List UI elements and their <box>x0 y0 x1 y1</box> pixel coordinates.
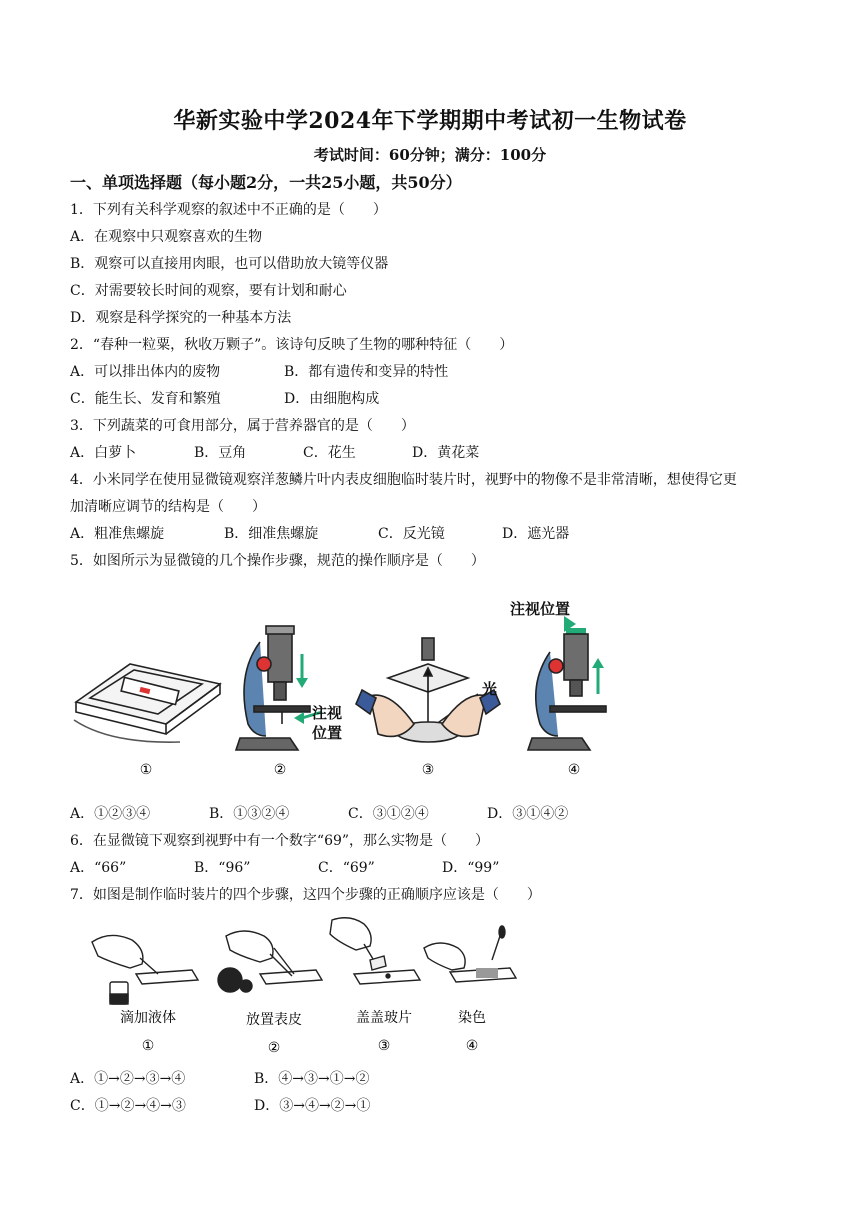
question-2-option-b: B．都有遗传和变异的特性 <box>284 364 449 380</box>
question-2-options-row2 <box>70 388 379 408</box>
question-1-stem: 1．下列有关科学观察的叙述中不正确的是（ ） <box>70 202 387 218</box>
step-3-label: ③ <box>421 762 435 778</box>
step-stain-label: ④ <box>465 1038 479 1054</box>
question-3-option-b: B．豆角 <box>194 445 247 461</box>
question-6-options <box>70 857 499 877</box>
question-3-option-a: A．白萝卜 <box>70 445 137 461</box>
question-4-options <box>70 523 569 543</box>
question-1-option-b: B．观察可以直接用肉眼，也可以借助放大镜等仪器 <box>70 256 389 272</box>
question-7-options-row1 <box>70 1068 369 1088</box>
question-4-stem-continued: 加清晰应调节的结构是（ ） <box>70 499 266 515</box>
step-3-light-label: 光 <box>482 680 498 698</box>
question-5-stem: 5．如图所示为显微镜的几个操作步骤，规范的操作顺序是（ ） <box>70 553 485 569</box>
question-6-option-a: A．“66” <box>70 860 127 876</box>
question-3-option-c: C．花生 <box>303 445 356 461</box>
step-4-watch-label: 注视位置 <box>510 600 571 618</box>
question-1-option-d: D．观察是科学探究的一种基本方法 <box>70 310 292 326</box>
question-4-stem: 4．小米同学在使用显微镜观察洋葱鳞片叶内表皮细胞临时装片时，视野中的物像不是非常清晰，想使得它更 <box>70 472 737 488</box>
question-4-option-b: B．细准焦螺旋 <box>224 526 319 542</box>
exam-title: 华新实验中学2024年下学期期中考试初一生物试卷 <box>173 108 687 134</box>
question-5-option-c: C．③①②④ <box>348 806 429 822</box>
question-7-stem: 7．如图是制作临时装片的四个步骤，这四个步骤的正确顺序应该是（ ） <box>70 887 541 903</box>
question-2-option-a: A．可以排出体内的废物 <box>70 364 221 380</box>
question-2-option-d: D．由细胞构成 <box>284 391 380 407</box>
slide-preparation-drawing <box>80 914 520 1060</box>
step-place-epidermis-caption: 放置表皮 <box>246 1012 302 1028</box>
question-6-stem: 6．在显微镜下观察到视野中有一个数字“69”，那么实物是（ ） <box>70 833 490 849</box>
step-place-epidermis-label: ② <box>267 1040 281 1056</box>
step-stain-caption: 染色 <box>458 1010 486 1026</box>
question-7-options-row2 <box>70 1095 370 1115</box>
question-2-option-c: C．能生长、发育和繁殖 <box>70 391 221 407</box>
question-2-options-row1 <box>70 361 448 381</box>
question-7-option-d: D．③→④→②→① <box>254 1098 371 1114</box>
section-heading: 一、单项选择题（每小题2分，一共25小题，共50分） <box>70 173 462 192</box>
question-5-options <box>70 803 568 823</box>
step-drop-liquid-label: ① <box>141 1038 155 1054</box>
question-3-options <box>70 442 479 462</box>
step-3-mirror-drawing <box>356 638 500 742</box>
step-2-microscope-drawing <box>236 626 322 750</box>
question-5-option-b: B．①③②④ <box>209 806 290 822</box>
question-2-stem: 2．“春种一粒粟，秋收万颗子”。该诗句反映了生物的哪种特征（ ） <box>70 337 514 353</box>
slide-preparation-figure <box>80 914 520 1060</box>
step-4-microscope-drawing <box>528 616 606 750</box>
step-cover-slip-label: ③ <box>377 1038 391 1054</box>
step-2-watch-label-b: 位置 <box>312 724 343 742</box>
question-1-option-c: C．对需要较长时间的观察，要有计划和耐心 <box>70 283 347 299</box>
question-5-option-d: D．③①④② <box>487 806 569 822</box>
question-7-option-b: B．④→③→①→② <box>254 1071 370 1087</box>
question-4-option-c: C．反光镜 <box>378 526 445 542</box>
step-place-epidermis-drawing <box>218 931 322 992</box>
step-2-watch-label-a: 注视 <box>312 704 343 722</box>
step-1-label: ① <box>139 762 153 778</box>
question-3-stem: 3．下列蔬菜的可食用部分，属于营养器官的是（ ） <box>70 418 415 434</box>
step-cover-slip-caption: 盖盖玻片 <box>356 1010 412 1026</box>
microscope-steps-figure <box>70 594 630 784</box>
question-1-option-a: A．在观察中只观察喜欢的生物 <box>70 229 263 245</box>
question-7-option-a: A．①→②→③→④ <box>70 1071 186 1087</box>
step-cover-slip-drawing <box>330 918 420 984</box>
step-drop-liquid-drawing <box>92 935 198 1004</box>
step-stain-drawing <box>424 926 516 982</box>
question-4-option-d: D．遮光器 <box>502 526 570 542</box>
question-5-option-a: A．①②③④ <box>70 806 151 822</box>
question-4-option-a: A．粗准焦螺旋 <box>70 526 165 542</box>
exam-subtitle: 考试时间：60分钟；满分：100分 <box>313 146 547 164</box>
step-1-stage-drawing <box>74 664 220 742</box>
step-4-label: ④ <box>567 762 581 778</box>
microscope-steps-drawing <box>70 594 630 784</box>
question-6-option-c: C．“69” <box>318 860 375 876</box>
step-drop-liquid-caption: 滴加液体 <box>120 1010 176 1026</box>
question-3-option-d: D．黄花菜 <box>412 445 480 461</box>
question-7-option-c: C．①→②→④→③ <box>70 1098 186 1114</box>
question-6-option-b: B．“96” <box>194 860 251 876</box>
step-2-label: ② <box>273 762 287 778</box>
question-6-option-d: D．“99” <box>442 860 500 876</box>
